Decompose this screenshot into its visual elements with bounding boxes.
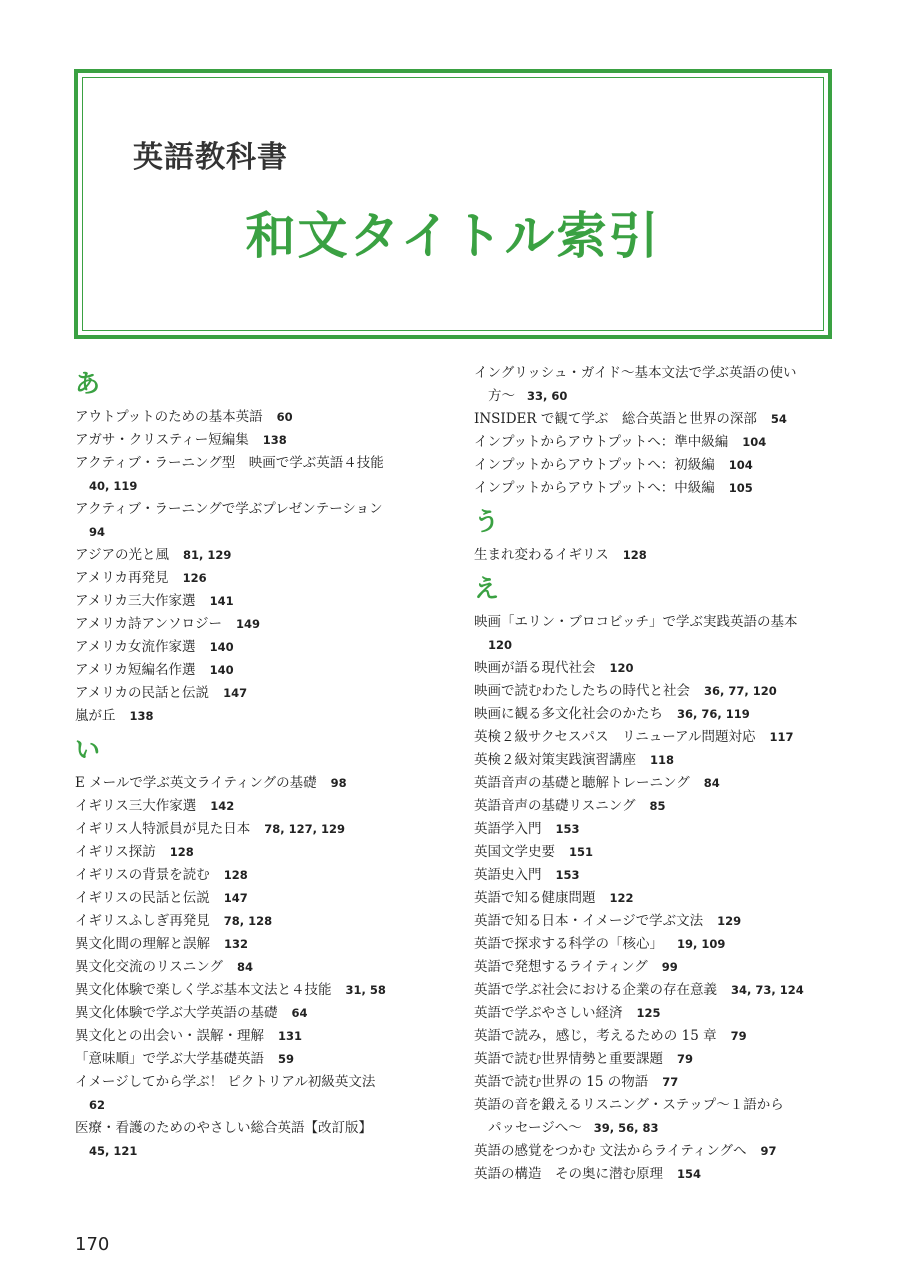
index-entry	[474, 544, 834, 567]
entry-title: 映画に観る多文化社会のかたち	[474, 706, 663, 722]
entry-title: 英語音声の基礎と聴解トレーニング	[474, 775, 690, 791]
entry-pages: 39, 56, 83	[593, 1121, 659, 1135]
entry-title-continued: 方〜 33, 60	[488, 388, 568, 404]
entry-title: 英語で知る日本・イメージで学ぶ文法	[474, 913, 704, 929]
entry-pages: 40, 119	[89, 479, 138, 493]
entry-pages: 147	[223, 891, 248, 905]
entry-pages: 128	[169, 845, 194, 859]
entry-pages: 64	[291, 1006, 308, 1020]
entry-pages: 149	[236, 617, 261, 631]
entry-pages: 54	[770, 412, 787, 426]
index-entry	[474, 979, 834, 1002]
entry-pages: 31, 58	[345, 983, 386, 997]
entry-title: 英語学入門	[474, 821, 542, 837]
entry-pages: 131	[278, 1029, 303, 1043]
index-entry	[474, 910, 834, 933]
entry-pages: 97	[760, 1144, 777, 1158]
entry-title: 英語で読む世界情勢と重要課題	[474, 1051, 663, 1067]
index-entry	[474, 477, 834, 500]
entry-pages: 128	[223, 868, 248, 882]
entry-pages: 138	[129, 709, 154, 723]
entry-title: 医療・看護のためのやさしい総合英語【改訂版】	[75, 1120, 372, 1136]
entry-title: イメージしてから学ぶ！ ピクトリアル初級英文法	[75, 1074, 376, 1090]
index-entry	[474, 795, 834, 818]
entry-pages: 141	[209, 594, 234, 608]
index-entry	[474, 933, 834, 956]
entry-title: 「意味順」で学ぶ大学基礎英語	[75, 1051, 264, 1067]
index-entry	[75, 544, 435, 567]
entry-title: 映画「エリン・ブロコビッチ」で学ぶ実践英語の基本	[474, 614, 798, 630]
entry-pages: 33, 60	[527, 389, 568, 403]
index-entry	[75, 1025, 435, 1048]
title-frame	[74, 69, 832, 339]
entry-pages: 45, 121	[89, 1144, 138, 1158]
entry-title: 英語で知る健康問題	[474, 890, 596, 906]
entry-pages: 79	[677, 1052, 694, 1066]
index-entry	[474, 362, 834, 408]
entry-pages: 122	[609, 891, 634, 905]
entry-pages: 153	[555, 822, 580, 836]
entry-title: インプットからアウトプットへ：準中級編	[474, 434, 729, 450]
entry-title: アクティブ・ラーニングで学ぶプレゼンテーション	[75, 501, 383, 517]
entry-title: 映画で読むわたしたちの時代と社会	[474, 683, 690, 699]
entry-title: イギリスふしぎ再発見	[75, 913, 210, 929]
entry-title: 異文化との出会い・誤解・理解	[75, 1028, 264, 1044]
entry-title: イングリッシュ・ガイド〜基本文法で学ぶ英語の使い	[474, 365, 797, 381]
entry-pages: 104	[728, 458, 753, 472]
index-entry	[474, 818, 834, 841]
entry-pages: 36, 76, 119	[677, 707, 750, 721]
index-entry	[75, 979, 435, 1002]
entry-title: 英語で読み，感じ，考えるための 15 章	[474, 1028, 717, 1044]
entry-title: イギリス人特派員が見た日本	[75, 821, 251, 837]
index-entry	[474, 1071, 834, 1094]
entry-title: 英語の音を鍛えるリスニング・ステップ〜１語から	[474, 1097, 784, 1113]
entry-title: 英検２級対策実践演習講座	[474, 752, 636, 768]
page-number: 170	[75, 1234, 110, 1255]
entry-pages: 128	[622, 548, 647, 562]
index-entry	[75, 887, 435, 910]
entry-pages: 104	[742, 435, 767, 449]
entry-pages: 118	[650, 753, 675, 767]
index-entry	[75, 429, 435, 452]
index-entry	[75, 1002, 435, 1025]
entry-pages: 140	[209, 663, 234, 677]
entry-pages: 140	[209, 640, 234, 654]
entry-pages: 147	[223, 686, 248, 700]
entry-pages: 125	[636, 1006, 661, 1020]
entry-pages: 85	[649, 799, 666, 813]
index-entry	[474, 1048, 834, 1071]
entry-title: イギリス三大作家選	[75, 798, 197, 814]
entry-pages: 77	[662, 1075, 679, 1089]
entry-pages: 120	[609, 661, 634, 675]
entry-pages: 60	[276, 410, 293, 424]
entry-pages: 62	[89, 1098, 106, 1112]
index-entry	[474, 1094, 834, 1140]
entry-pages: 59	[278, 1052, 295, 1066]
entry-pages: 153	[555, 868, 580, 882]
index-entry	[474, 1140, 834, 1163]
entry-title: アメリカ三大作家選	[75, 593, 196, 609]
entry-pages: 99	[661, 960, 678, 974]
entry-pages: 78, 128	[223, 914, 273, 928]
index-entry	[474, 454, 834, 477]
index-entry	[75, 498, 435, 544]
entry-title: イギリスの民話と伝説	[75, 890, 210, 906]
entry-title: 英語史入門	[474, 867, 542, 883]
entry-pages: 36, 77, 120	[704, 684, 777, 698]
entry-title: 英語で探求する科学の「核心」	[474, 936, 663, 952]
entry-title: アクティブ・ラーニング型 映画で学ぶ英語４技能	[75, 455, 384, 471]
index-entry	[75, 864, 435, 887]
entry-title: アウトプットのための基本英語	[75, 409, 263, 425]
section-heading: え	[474, 574, 500, 603]
entry-pages: 120	[488, 638, 513, 652]
entry-title: アジアの光と風	[75, 547, 169, 563]
entry-pages: 19, 109	[677, 937, 726, 951]
section-heading: あ	[75, 369, 101, 398]
index-entry	[75, 1071, 435, 1117]
index-entry	[474, 431, 834, 454]
index-entry	[474, 749, 834, 772]
entry-title: アメリカ短編名作選	[75, 662, 196, 678]
entry-pages: 94	[89, 525, 106, 539]
entry-title: 英語で学ぶやさしい経済	[474, 1005, 623, 1021]
section-heading: い	[75, 735, 101, 764]
index-entry	[474, 956, 834, 979]
entry-pages: 142	[210, 799, 235, 813]
entry-title: 英検２級サクセスパス リニューアル問題対応	[474, 729, 756, 745]
entry-title: INSIDER で観て学ぶ 総合英語と世界の深部	[474, 411, 757, 427]
index-entry	[75, 841, 435, 864]
index-entry	[474, 680, 834, 703]
entry-pages: 34, 73, 124	[731, 983, 804, 997]
index-entry	[474, 887, 834, 910]
entry-title: 英語で学ぶ社会における企業の存在意義	[474, 982, 717, 998]
entry-pages: 151	[569, 845, 594, 859]
entry-title: インプットからアウトプットへ：中級編	[474, 480, 715, 496]
entry-pages: 78, 127, 129	[264, 822, 345, 836]
entry-title: 嵐が丘	[75, 708, 116, 724]
index-entry	[474, 772, 834, 795]
entry-title: アメリカ女流作家選	[75, 639, 196, 655]
index-entry	[75, 452, 435, 498]
entry-title: イギリスの背景を読む	[75, 867, 210, 883]
entry-title: 異文化間の理解と誤解	[75, 936, 210, 952]
header-title: 和文タイトル索引	[245, 207, 661, 265]
entry-pages: 129	[717, 914, 742, 928]
entry-pages: 117	[769, 730, 794, 744]
entry-pages: 126	[182, 571, 207, 585]
entry-pages: 79	[730, 1029, 747, 1043]
index-entry	[474, 864, 834, 887]
entry-title: 英語の構造 その奥に潜む原理	[474, 1166, 663, 1182]
entry-pages: 154	[677, 1167, 702, 1181]
index-column-left	[75, 362, 435, 1163]
index-entry	[75, 613, 435, 636]
index-entry	[75, 406, 435, 429]
entry-title: E メールで学ぶ英文ライティングの基礎	[75, 775, 317, 791]
entry-title-continued: パッセージへ〜 39, 56, 83	[488, 1120, 659, 1136]
index-entry	[75, 567, 435, 590]
entry-pages: 84	[236, 960, 253, 974]
entry-pages: 81, 129	[182, 548, 232, 562]
index-entry	[75, 636, 435, 659]
entry-title: アメリカ再発見	[75, 570, 169, 586]
index-entry	[474, 703, 834, 726]
entry-title: 異文化体験で楽しく学ぶ基本文法と４技能	[75, 982, 332, 998]
entry-pages: 105	[728, 481, 753, 495]
index-entry	[75, 933, 435, 956]
index-entry	[474, 841, 834, 864]
entry-title: 異文化交流のリスニング	[75, 959, 223, 975]
entry-title: 英語音声の基礎リスニング	[474, 798, 636, 814]
entry-title: インプットからアウトプットへ：初級編	[474, 457, 715, 473]
index-entry	[75, 590, 435, 613]
entry-title: イギリス探訪	[75, 844, 156, 860]
entry-title: 英語で読む世界の 15 の物語	[474, 1074, 649, 1090]
index-entry	[75, 772, 435, 795]
entry-title: アメリカ詩アンソロジー	[75, 616, 223, 632]
index-entry	[474, 1002, 834, 1025]
entry-title: 異文化体験で学ぶ大学英語の基礎	[75, 1005, 278, 1021]
title-frame-inner	[82, 77, 824, 331]
entry-title: 映画が語る現代社会	[474, 660, 596, 676]
entry-pages: 84	[703, 776, 720, 790]
section-heading: う	[474, 507, 500, 536]
index-entry	[474, 1025, 834, 1048]
index-entry	[75, 659, 435, 682]
entry-title: 英国文学史要	[474, 844, 555, 860]
entry-title: 英語で発想するライティング	[474, 959, 648, 975]
index-entry	[75, 910, 435, 933]
entry-title: 英語の感覚をつかむ 文法からライティングへ	[474, 1143, 747, 1159]
index-column-right	[474, 362, 834, 1186]
index-entry	[75, 956, 435, 979]
entry-title: 生まれ変わるイギリス	[474, 547, 609, 563]
index-entry	[474, 1163, 834, 1186]
index-entry	[474, 657, 834, 680]
index-entry	[75, 795, 435, 818]
index-entry	[75, 818, 435, 841]
index-entry	[75, 705, 435, 728]
index-entry	[75, 1117, 435, 1163]
entry-pages: 98	[330, 776, 347, 790]
index-entry	[75, 682, 435, 705]
entry-pages: 138	[262, 433, 287, 447]
index-entry	[474, 611, 834, 657]
index-entry	[474, 408, 834, 431]
entry-title: アガサ・クリスティー短編集	[75, 432, 249, 448]
index-entry	[474, 726, 834, 749]
entry-pages: 132	[224, 937, 249, 951]
index-entry	[75, 1048, 435, 1071]
header-subtitle: 英語教科書	[133, 140, 288, 175]
entry-title: アメリカの民話と伝説	[75, 685, 210, 701]
